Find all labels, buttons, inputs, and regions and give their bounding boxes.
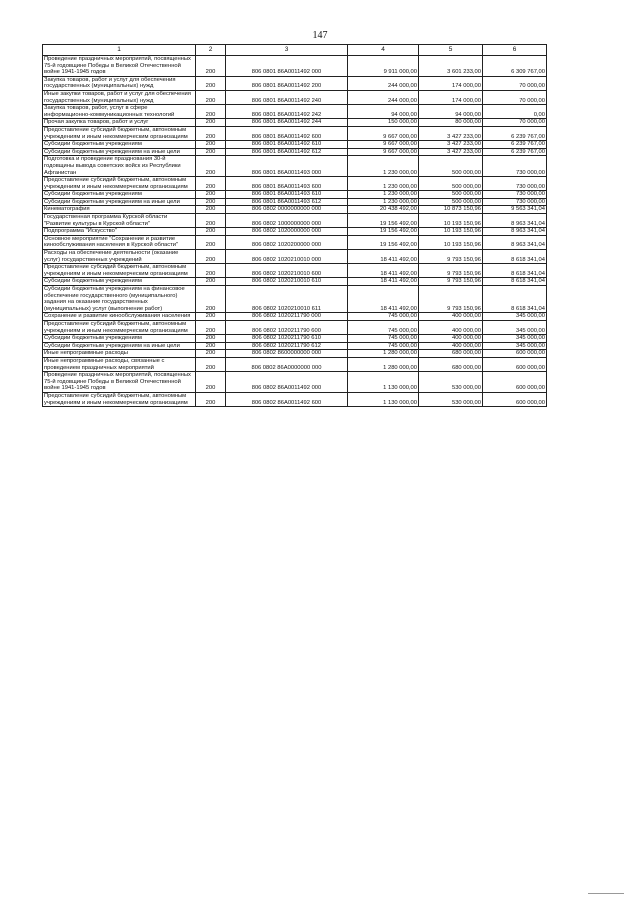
row-amount-remainder: 8 963 341,04 — [483, 228, 547, 236]
row-code: 806 0802 1020210010 600 — [226, 264, 348, 278]
header-col-6: 6 — [483, 45, 547, 56]
row-amount-remainder: 8 618 341,04 — [483, 278, 547, 286]
row-amount-remainder: 70 000,00 — [483, 90, 547, 104]
row-grbs: 200 — [196, 156, 226, 177]
row-amount-plan: 1 230 000,00 — [348, 156, 419, 177]
row-amount-plan: 1 130 000,00 — [348, 372, 419, 393]
row-grbs: 200 — [196, 56, 226, 77]
row-amount-executed: 10 873 150,96 — [419, 206, 483, 214]
row-amount-plan: 9 667 000,00 — [348, 126, 419, 140]
row-amount-remainder: 8 618 341,04 — [483, 286, 547, 313]
row-grbs: 200 — [196, 342, 226, 350]
row-name: Предоставление субсидий бюджетным, автономным учреждениям и иным некоммерческим организациям — [43, 320, 196, 334]
row-code: 806 0801 86А0011492 000 — [226, 56, 348, 77]
row-grbs: 200 — [196, 206, 226, 214]
row-amount-plan: 745 000,00 — [348, 335, 419, 343]
row-code: 806 0801 86А0011492 240 — [226, 90, 348, 104]
row-amount-remainder: 345 000,00 — [483, 313, 547, 321]
row-code: 806 0801 86А0011492 600 — [226, 126, 348, 140]
row-amount-remainder: 9 563 341,04 — [483, 206, 547, 214]
row-amount-plan: 745 000,00 — [348, 320, 419, 334]
row-code: 806 0802 1020000000 000 — [226, 228, 348, 236]
row-amount-remainder: 730 000,00 — [483, 177, 547, 191]
row-amount-remainder: 70 000,00 — [483, 119, 547, 127]
header-row — [43, 45, 547, 56]
row-amount-remainder: 8 618 341,04 — [483, 250, 547, 264]
table-row — [43, 206, 547, 214]
row-grbs: 200 — [196, 372, 226, 393]
row-name: Закупка товаров, работ и услуг для обеспечения государственных (муниципальных) нужд — [43, 76, 196, 90]
row-code: 806 0802 0000000000 000 — [226, 206, 348, 214]
row-name: Предоставление субсидий бюджетным, автономным учреждениям и иным некоммерческим организациям — [43, 264, 196, 278]
table-row — [43, 214, 547, 228]
table-row — [43, 56, 547, 77]
row-name: Предоставление субсидий бюджетным, автономным учреждениям и иным некоммерческим организациям — [43, 392, 196, 406]
row-name: Проведение праздничных мероприятий, посвященных 75-й годовщине Победы в Великой Отечественной войне 1941-1945 годов — [43, 56, 196, 77]
row-grbs: 200 — [196, 119, 226, 127]
row-name: Субсидии бюджетным учреждениям на иные цели — [43, 148, 196, 156]
row-name: Субсидии бюджетным учреждениям — [43, 278, 196, 286]
row-grbs: 200 — [196, 214, 226, 228]
row-code: 806 0801 86А0011492 612 — [226, 148, 348, 156]
row-amount-plan: 1 230 000,00 — [348, 177, 419, 191]
row-name: Предоставление субсидий бюджетным, автономным учреждениям и иным некоммерческим организациям — [43, 177, 196, 191]
table-row — [43, 286, 547, 313]
row-grbs: 200 — [196, 264, 226, 278]
table-row — [43, 250, 547, 264]
row-name: Закупка товаров, работ, услуг в сфере информационно-коммуникационных технологий — [43, 105, 196, 119]
footer-divider — [588, 893, 624, 894]
row-amount-remainder: 6 239 767,00 — [483, 126, 547, 140]
row-amount-executed: 680 000,00 — [419, 357, 483, 371]
row-amount-executed: 400 000,00 — [419, 342, 483, 350]
row-amount-plan: 150 000,00 — [348, 119, 419, 127]
row-code: 806 0801 86А0011493 600 — [226, 177, 348, 191]
budget-table — [42, 44, 547, 407]
row-name: Субсидии бюджетным учреждениям на иные цели — [43, 342, 196, 350]
row-amount-plan: 9 667 000,00 — [348, 141, 419, 149]
row-amount-plan: 20 438 492,00 — [348, 206, 419, 214]
row-grbs: 200 — [196, 250, 226, 264]
row-amount-plan: 18 411 492,00 — [348, 278, 419, 286]
row-amount-remainder: 600 000,00 — [483, 392, 547, 406]
row-name: Субсидии бюджетным учреждениям — [43, 191, 196, 199]
row-name: Подготовка и проведение празднования 30-й годовщины вывода советских войск из Республики Афганистан — [43, 156, 196, 177]
row-grbs: 200 — [196, 141, 226, 149]
row-name: Подпрограмма "Искусство" — [43, 228, 196, 236]
row-code: 806 0802 8600000000 000 — [226, 350, 348, 358]
row-amount-remainder: 8 618 341,04 — [483, 264, 547, 278]
row-name: Субсидии бюджетным учреждениям — [43, 335, 196, 343]
row-grbs: 200 — [196, 76, 226, 90]
row-grbs: 200 — [196, 335, 226, 343]
row-amount-remainder: 6 239 767,00 — [483, 141, 547, 149]
row-amount-remainder: 6 309 767,00 — [483, 56, 547, 77]
table-row — [43, 177, 547, 191]
row-code: 806 0801 86А0011493 610 — [226, 191, 348, 199]
row-grbs: 200 — [196, 350, 226, 358]
row-amount-executed: 500 000,00 — [419, 191, 483, 199]
row-amount-plan: 1 230 000,00 — [348, 198, 419, 206]
table-row — [43, 105, 547, 119]
row-amount-executed: 400 000,00 — [419, 335, 483, 343]
row-code: 806 0802 86А0011492 600 — [226, 392, 348, 406]
row-grbs: 200 — [196, 235, 226, 249]
header-col-1: 1 — [43, 45, 196, 56]
row-amount-plan: 9 667 000,00 — [348, 148, 419, 156]
row-amount-executed: 174 000,00 — [419, 76, 483, 90]
table-row — [43, 156, 547, 177]
row-amount-remainder: 345 000,00 — [483, 335, 547, 343]
row-grbs: 200 — [196, 286, 226, 313]
row-grbs: 200 — [196, 228, 226, 236]
row-amount-executed: 80 000,00 — [419, 119, 483, 127]
row-name: Прочая закупка товаров, работ и услуг — [43, 119, 196, 127]
row-amount-executed: 9 793 150,96 — [419, 250, 483, 264]
row-amount-executed: 500 000,00 — [419, 156, 483, 177]
row-amount-executed: 530 000,00 — [419, 392, 483, 406]
row-amount-executed: 9 793 150,96 — [419, 278, 483, 286]
table-row — [43, 372, 547, 393]
table-row — [43, 148, 547, 156]
row-name: Кинематография — [43, 206, 196, 214]
row-grbs: 200 — [196, 177, 226, 191]
row-grbs: 200 — [196, 357, 226, 371]
table-row — [43, 119, 547, 127]
row-amount-plan: 1 230 000,00 — [348, 191, 419, 199]
row-amount-executed: 94 000,00 — [419, 105, 483, 119]
row-amount-plan: 18 411 492,00 — [348, 264, 419, 278]
row-grbs: 200 — [196, 148, 226, 156]
header-col-2: 2 — [196, 45, 226, 56]
table-row — [43, 320, 547, 334]
table-row — [43, 278, 547, 286]
row-amount-executed: 10 193 150,96 — [419, 235, 483, 249]
row-grbs: 200 — [196, 392, 226, 406]
row-amount-executed: 500 000,00 — [419, 177, 483, 191]
row-amount-remainder: 600 000,00 — [483, 357, 547, 371]
row-name: Субсидии бюджетным учреждениям — [43, 141, 196, 149]
row-amount-remainder: 6 239 767,00 — [483, 148, 547, 156]
table-row — [43, 342, 547, 350]
page-number: 147 — [312, 30, 328, 41]
table-row — [43, 357, 547, 371]
row-grbs: 200 — [196, 90, 226, 104]
row-code: 806 0801 86А0011492 244 — [226, 119, 348, 127]
row-amount-plan: 19 156 492,00 — [348, 214, 419, 228]
row-name: Иные непрограммные расходы — [43, 350, 196, 358]
row-amount-remainder: 730 000,00 — [483, 198, 547, 206]
row-amount-plan: 18 411 492,00 — [348, 250, 419, 264]
row-code: 806 0802 1020210010 000 — [226, 250, 348, 264]
row-amount-executed: 10 193 150,96 — [419, 228, 483, 236]
row-code: 806 0801 86А0011492 610 — [226, 141, 348, 149]
row-name: Предоставление субсидий бюджетным, автономным учреждениям и иным некоммерческим организациям — [43, 126, 196, 140]
table-row — [43, 76, 547, 90]
row-code: 806 0802 86А0011492 000 — [226, 372, 348, 393]
row-code: 806 0802 1020211790 610 — [226, 335, 348, 343]
row-name: Субсидии бюджетным учреждениям на иные цели — [43, 198, 196, 206]
table-row — [43, 228, 547, 236]
row-amount-plan: 9 911 000,00 — [348, 56, 419, 77]
table-body — [43, 56, 547, 407]
row-amount-remainder: 345 000,00 — [483, 320, 547, 334]
row-amount-plan: 244 000,00 — [348, 76, 419, 90]
row-amount-executed: 3 601 233,00 — [419, 56, 483, 77]
row-grbs: 200 — [196, 126, 226, 140]
row-amount-executed: 174 000,00 — [419, 90, 483, 104]
row-amount-plan: 19 156 492,00 — [348, 228, 419, 236]
table-row — [43, 191, 547, 199]
row-name: Иные непрограммные расходы, связанные с проведением праздничных мероприятий — [43, 357, 196, 371]
table-row — [43, 198, 547, 206]
row-amount-executed: 3 427 233,00 — [419, 141, 483, 149]
row-name: Субсидии бюджетным учреждениям на финансовое обеспечение государственного (муниципального) задания на оказание государственных (муниципальных) услуг (выполнение работ) — [43, 286, 196, 313]
row-code: 806 0802 1000000000 000 — [226, 214, 348, 228]
table-row — [43, 350, 547, 358]
row-amount-remainder: 70 000,00 — [483, 76, 547, 90]
row-name: Основное мероприятие "Сохранение и развитие кинообслуживания населения в Курской области" — [43, 235, 196, 249]
table-row — [43, 141, 547, 149]
row-grbs: 200 — [196, 191, 226, 199]
row-amount-executed: 500 000,00 — [419, 198, 483, 206]
table-row — [43, 90, 547, 104]
row-code: 806 0802 1020211790 600 — [226, 320, 348, 334]
row-amount-executed: 9 793 150,96 — [419, 286, 483, 313]
row-name: Проведение праздничных мероприятий, посвященных 75-й годовщине Победы в Великой Отечественной войне 1941-1945 годов — [43, 372, 196, 393]
table-row — [43, 235, 547, 249]
row-amount-remainder: 730 000,00 — [483, 191, 547, 199]
row-amount-plan: 745 000,00 — [348, 342, 419, 350]
row-code: 806 0802 1020200000 000 — [226, 235, 348, 249]
header-col-5: 5 — [419, 45, 483, 56]
row-code: 806 0802 1020210010 611 — [226, 286, 348, 313]
row-amount-remainder: 8 963 341,04 — [483, 235, 547, 249]
row-amount-executed: 3 427 233,00 — [419, 148, 483, 156]
table-row — [43, 392, 547, 406]
row-code: 806 0802 1020211790 612 — [226, 342, 348, 350]
row-amount-executed: 9 793 150,96 — [419, 264, 483, 278]
row-amount-executed: 680 000,00 — [419, 350, 483, 358]
row-amount-plan: 244 000,00 — [348, 90, 419, 104]
row-name: Иные закупки товаров, работ и услуг для обеспечения государственных (муниципальных) нужд — [43, 90, 196, 104]
row-grbs: 200 — [196, 278, 226, 286]
row-amount-executed: 3 427 233,00 — [419, 126, 483, 140]
row-amount-executed: 530 000,00 — [419, 372, 483, 393]
row-code: 806 0801 86А0011492 242 — [226, 105, 348, 119]
row-name: Государственная программа Курской области "Развитие культуры в Курской области" — [43, 214, 196, 228]
table-row — [43, 313, 547, 321]
row-amount-remainder: 345 000,00 — [483, 342, 547, 350]
row-code: 806 0801 86А0011493 612 — [226, 198, 348, 206]
row-name: Расходы на обеспечение деятельности (оказание услуг) государственных учреждений — [43, 250, 196, 264]
row-grbs: 200 — [196, 320, 226, 334]
row-code: 806 0802 86А0000000 000 — [226, 357, 348, 371]
row-grbs: 200 — [196, 105, 226, 119]
row-amount-plan: 1 280 000,00 — [348, 350, 419, 358]
row-code: 806 0802 1020210010 610 — [226, 278, 348, 286]
row-name: Сохранение и развитие кинообслуживания населения — [43, 313, 196, 321]
row-code: 806 0801 86А0011492 200 — [226, 76, 348, 90]
row-amount-remainder: 8 963 341,04 — [483, 214, 547, 228]
row-amount-executed: 400 000,00 — [419, 313, 483, 321]
table-row — [43, 126, 547, 140]
row-code: 806 0801 86А0011493 000 — [226, 156, 348, 177]
header-col-3: 3 — [226, 45, 348, 56]
row-amount-executed: 10 193 150,96 — [419, 214, 483, 228]
row-amount-remainder: 730 000,00 — [483, 156, 547, 177]
row-code: 806 0802 1020211790 000 — [226, 313, 348, 321]
row-amount-plan: 94 000,00 — [348, 105, 419, 119]
row-grbs: 200 — [196, 313, 226, 321]
row-amount-plan: 745 000,00 — [348, 313, 419, 321]
row-amount-plan: 19 156 492,00 — [348, 235, 419, 249]
row-amount-plan: 1 280 000,00 — [348, 357, 419, 371]
row-amount-executed: 400 000,00 — [419, 320, 483, 334]
row-amount-remainder: 0,00 — [483, 105, 547, 119]
row-grbs: 200 — [196, 198, 226, 206]
header-col-4: 4 — [348, 45, 419, 56]
row-amount-remainder: 600 000,00 — [483, 350, 547, 358]
row-amount-plan: 1 130 000,00 — [348, 392, 419, 406]
row-amount-remainder: 600 000,00 — [483, 372, 547, 393]
table-row — [43, 335, 547, 343]
row-amount-plan: 18 411 492,00 — [348, 286, 419, 313]
table-row — [43, 264, 547, 278]
